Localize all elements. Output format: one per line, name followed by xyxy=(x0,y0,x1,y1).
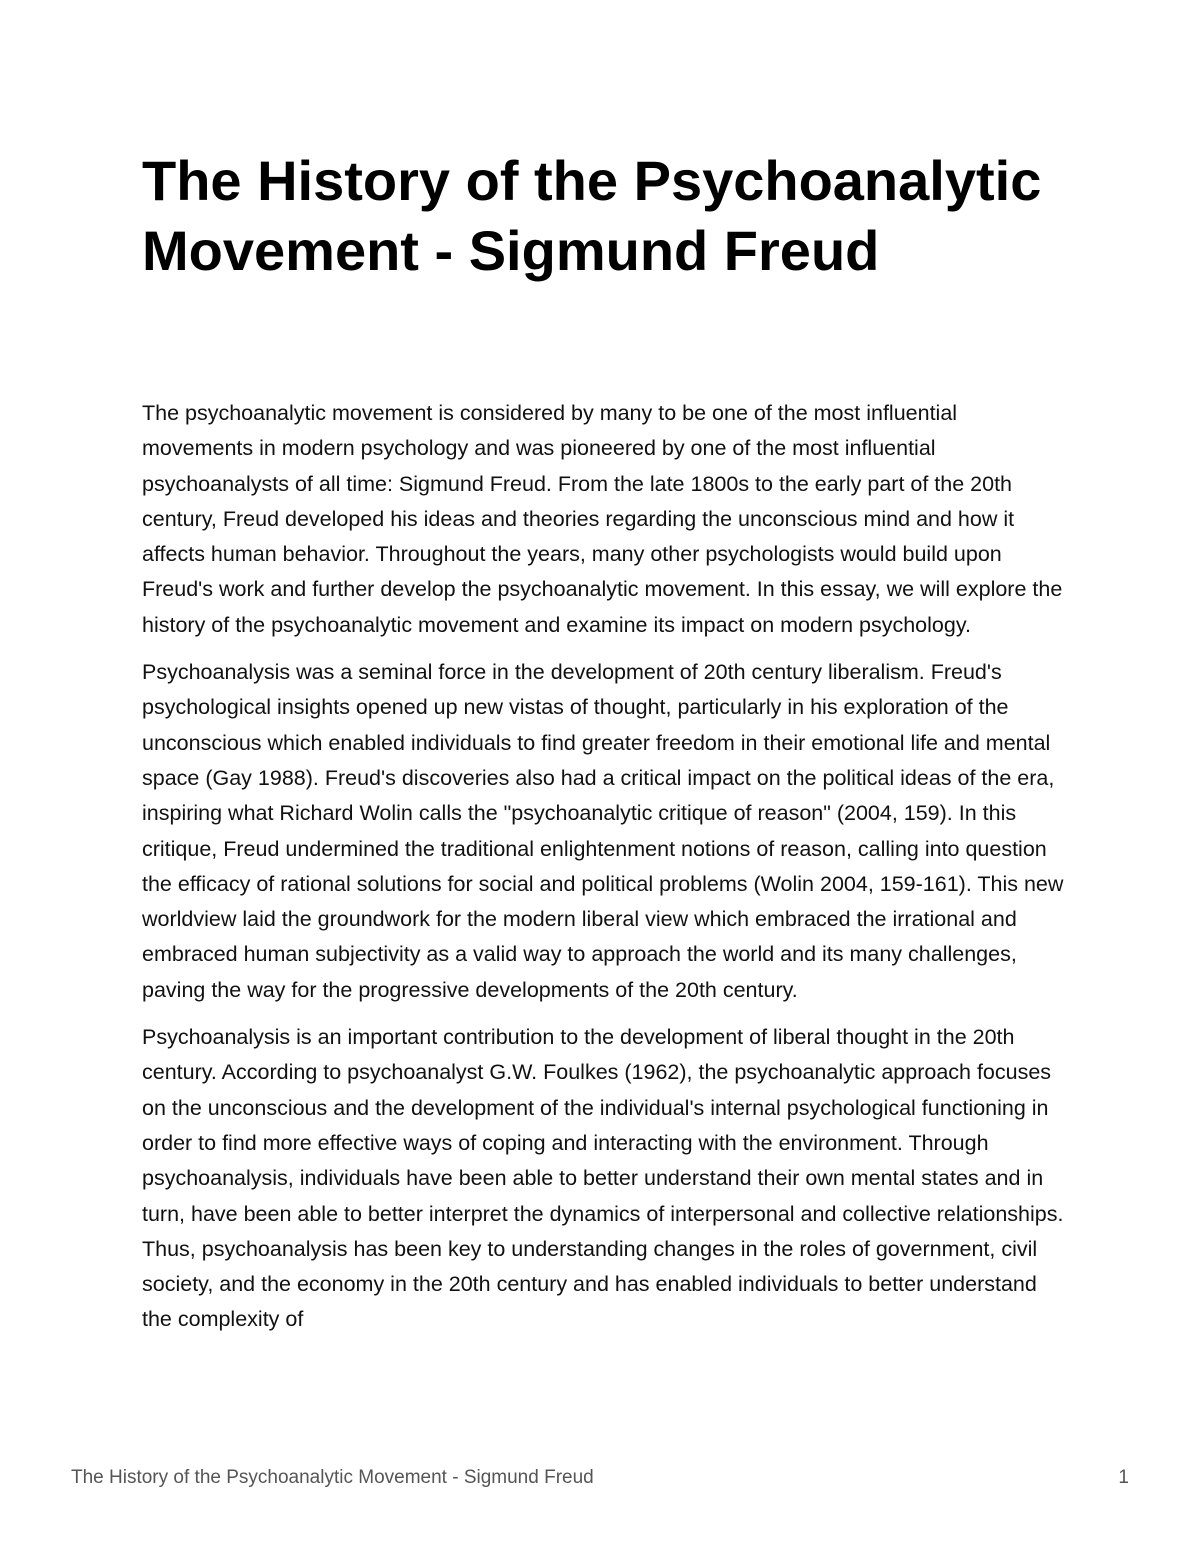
page-number: 1 xyxy=(1118,1467,1129,1488)
document-body xyxy=(142,396,1066,1350)
paragraph-3: Psychoanalysis is an important contribution to the development of liberal thought in the 20th century. According to psychoanalyst G.W. Foulkes (1962), the psychoanalytic approach focuses on the unconscious and the development of the individual's internal psychological functioning in order to find more effective ways of coping and interacting with the environment. Through psychoanalysis, individuals have been able to better understand their own mental states and in turn, have been able to better interpret the dynamics of interpersonal and collective relationships. Thus, psychoanalysis has been key to understanding changes in the roles of government, civil society, and the economy in the 20th century and has enabled individuals to better understand the complexity of xyxy=(142,1025,1064,1332)
footer-title: The History of the Psychoanalytic Movement - Sigmund Freud xyxy=(71,1467,594,1488)
document-title: The History of the Psychoanalytic Movement - Sigmund Freud xyxy=(142,149,1042,282)
page-footer xyxy=(71,1464,1129,1492)
paragraph-2: Psychoanalysis was a seminal force in the development of 20th century liberalism. Freud's psychological insights opened up new vistas of thought, particularly in his exploration of the unconscious which enabled individuals to find greater freedom in their emotional life and mental space (Gay 1988). Freud's discoveries also had a critical impact on the political ideas of the era, inspiring what Richard Wolin calls the "psychoanalytic critique of reason" (2004, 159). In this critique, Freud undermined the traditional enlightenment notions of reason, calling into question the efficacy of rational solutions for social and political problems (Wolin 2004, 159-161). This new worldview laid the groundwork for the modern liberal view which embraced the irrational and embraced human subjectivity as a valid way to approach the world and its many challenges, paving the way for the progressive developments of the 20th century. xyxy=(142,660,1064,1002)
paragraph-1: The psychoanalytic movement is considered by many to be one of the most influential movements in modern psychology and was pioneered by one of the most influential psychoanalysts of all time: Sigmund Freud. From the late 1800s to the early part of the 20th century, Freud developed his ideas and theories regarding the unconscious mind and how it affects human behavior. Throughout the years, many other psychologists would build upon Freud's work and further develop the psychoanalytic movement. In this essay, we will explore the history of the psychoanalytic movement and examine its impact on modern psychology. xyxy=(142,401,1063,637)
